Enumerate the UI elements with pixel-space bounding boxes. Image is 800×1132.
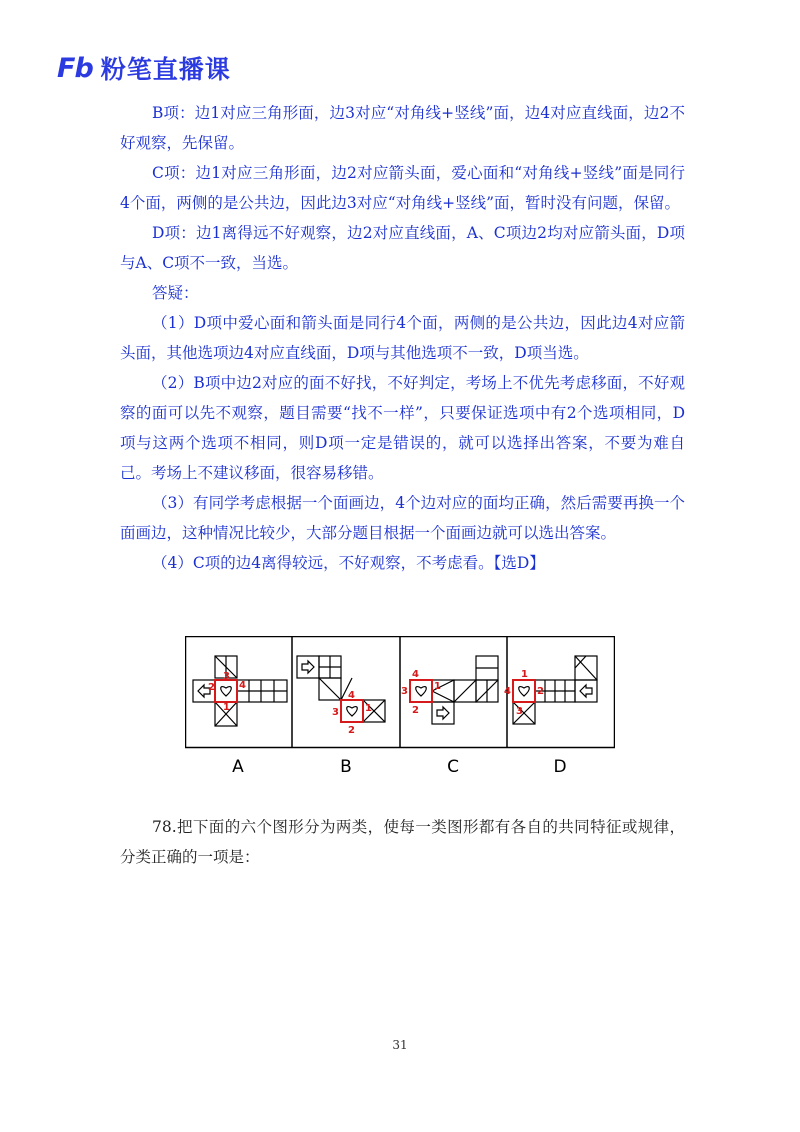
brand-title: 粉笔直播课 [100, 55, 231, 84]
net-c [410, 656, 498, 724]
fenbi-logo-icon: Fb [57, 52, 93, 84]
faq-item-1: （1）D项中爱心面和箭头面是同行4个面，两侧的是公共边，因此边4对应箭头面，其他选项边4对应直线面，D项与其他选项不一致，D项当选。 [120, 314, 685, 362]
net-a-highlight [215, 680, 237, 702]
edge-label: 4 [348, 690, 355, 701]
edge-label: 2 [348, 725, 355, 736]
option-label-b: B [340, 757, 352, 777]
question-78 [120, 812, 685, 872]
edge-label: 3 [401, 686, 408, 697]
question-78-text: 78.把下面的六个图形分为两类，使每一类图形都有各自的共同特征或规律，分类正确的一项是： [120, 818, 685, 866]
edge-label: 3 [516, 706, 523, 717]
net-b-highlight [341, 700, 363, 722]
edge-label: 2 [412, 705, 419, 716]
edge-label: 1 [521, 669, 528, 680]
faq-item-2: （2）B项中边2对应的面不好找，不好判定，考场上不优先考虑移面，不好观察的面可以先不观察，题目需要“找不一样”，只要保证选项中有2个选项相同，D项与这两个选项不相同，则D项一定是错误的，就可以选择出答案，不要为难自己。考场上不建议移面，很容易移错。 [120, 374, 685, 482]
edge-label: 4 [504, 686, 511, 697]
option-d-analysis: D项：边1离得远不好观察，边2对应直线面，A、C项边2均对应箭头面，D项与A、C项不一致，当选。 [120, 224, 685, 272]
net-d [513, 656, 597, 724]
net-d-highlight [513, 680, 535, 702]
option-label-c: C [447, 757, 459, 777]
faq-heading: 答疑： [152, 284, 199, 302]
edge-label: 1 [365, 703, 372, 714]
edge-label: 4 [412, 669, 419, 680]
edge-label: 3 [223, 671, 230, 682]
faq-item-4: （4）C项的边4离得较远，不好观察，不考虑看。【选D】 [152, 554, 545, 572]
edge-label: 4 [239, 680, 246, 691]
edge-label: 1 [434, 681, 441, 692]
explanation-body [120, 98, 685, 578]
net-c-highlight [410, 680, 432, 702]
option-label-d: D [553, 757, 567, 777]
option-b-analysis: B项：边1对应三角形面，边3对应“对角线+竖线”面，边4对应直线面，边2不好观察，先保留。 [120, 104, 685, 152]
edge-label: 2 [537, 686, 544, 697]
edge-label: 1 [223, 702, 230, 713]
option-label-a: A [232, 757, 244, 777]
header [57, 52, 231, 84]
edge-label: 3 [332, 707, 339, 718]
faq-item-3: （3）有同学考虑根据一个面画边，4个边对应的面均正确，然后需要再换一个面画边，这种情况比较少，大部分题目根据一个面画边就可以选出答案。 [120, 494, 685, 542]
option-c-analysis: C项：边1对应三角形面，边2对应箭头面，爱心面和“对角线+竖线”面是同行4个面，两侧的是公共边，因此边3对应“对角线+竖线”面，暂时没有问题，保留。 [120, 164, 685, 212]
page-number: 31 [392, 1038, 408, 1052]
cube-net-figure [185, 636, 615, 778]
edge-label: 2 [208, 682, 215, 693]
